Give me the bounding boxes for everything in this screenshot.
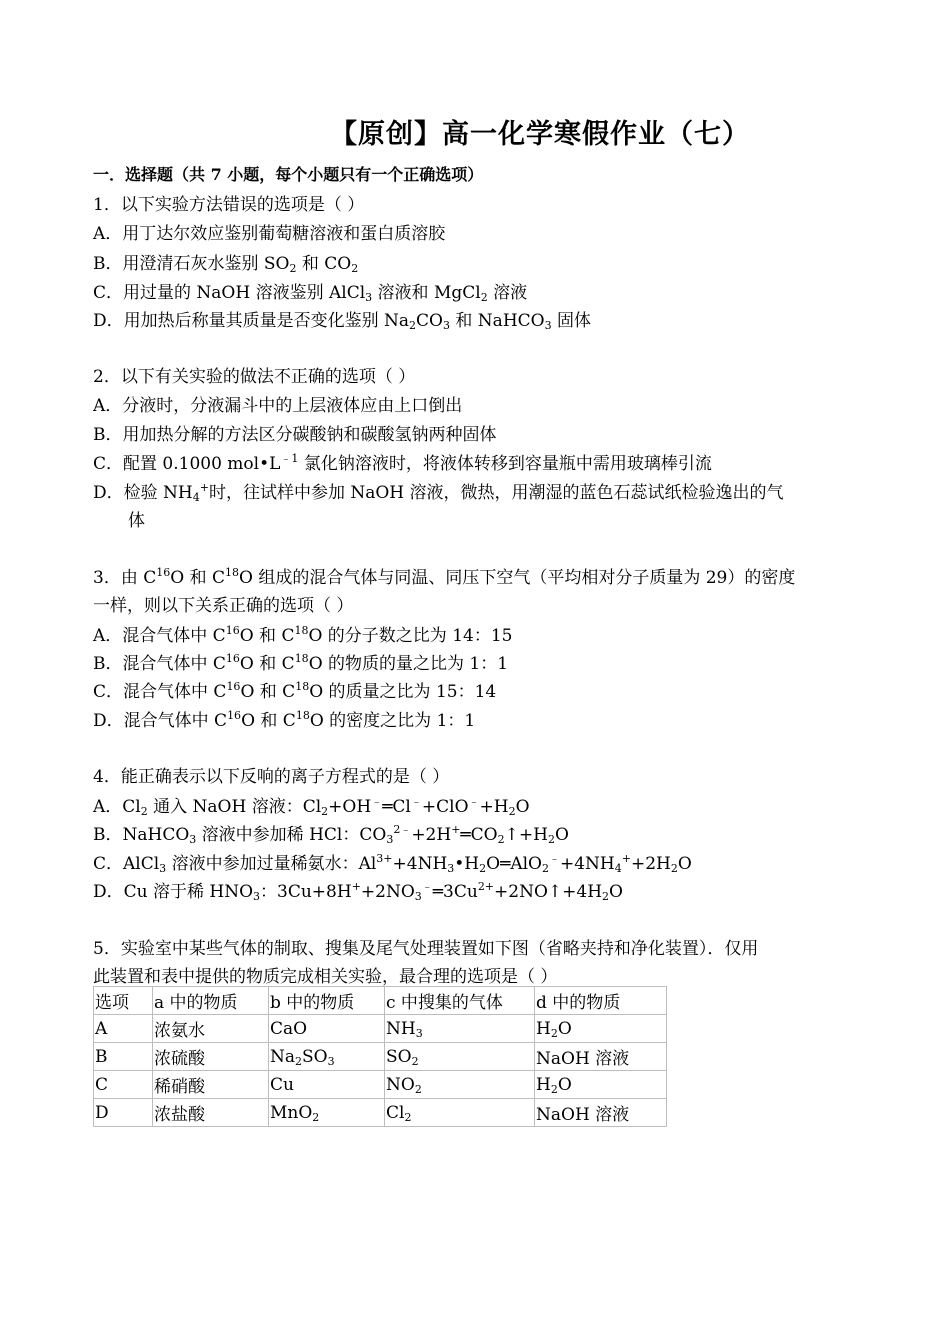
table-cell: 浓盐酸 [153,1099,269,1127]
question-3-option-c: C．混合气体中 $C^{16}O$ 和 $C^{18}O$ 的质量之比为 15：14 [93,680,497,702]
question-3-stem: 3．由 $C^{16}O$ 和 $C^{18}O$ 组成的混合气体与同温、同压下空气（平均相对分子质量为 29）的密度 [93,566,796,588]
table-header: 选项 [94,987,153,1015]
table-row [94,1099,667,1127]
question-2-option-a: A．分液时，分液漏斗中的上层液体应由上口倒出 [93,396,463,416]
question-4-option-c: C．AlCl$_3$ 溶液中参加过量稀氨水：$Al^{3+}+4NH_3•H_2O═AlO_2^﹣+4NH_4^++2H_2O$ [93,852,692,875]
question-2-option-b: B．用加热分解的方法区分碳酸钠和碳酸氢钠两种固体 [93,425,497,445]
table-cell: $H_2O$ [535,1015,667,1043]
question-1-option-d: D．用加热后称量其质量是否变化鉴别 $Na_2CO_3$ 和 NaHCO$_3$ 固体 [93,311,591,332]
question-2-option-c: C．配置 0.1000 $mol•L^{﹣1}$ 氯化钠溶液时，将液体转移到容量瓶中需用玻璃棒引流 [93,452,712,474]
question-3-option-a: A．混合气体中 $C^{16}O$ 和 $C^{18}O$ 的分子数之比为 14：15 [93,624,513,646]
table-cell: NaOH 溶液 [535,1099,667,1127]
question-3-option-b: B．混合气体中 $C^{16}O$ 和 $C^{18}O$ 的物质的量之比为 1：1 [93,652,509,674]
table-header: d 中的物质 [535,987,667,1015]
table-cell: $Na_2SO_3$ [269,1043,385,1071]
table-cell: $NO_2$ [385,1071,535,1099]
question-3-stem-cont: 一样，则以下关系正确的选项（ ） [93,596,354,616]
table-header: c 中搜集的气体 [385,987,535,1015]
options-table [93,986,667,1127]
table-cell: NaOH 溶液 [535,1043,667,1071]
table-header: a 中的物质 [153,987,269,1015]
table-row [94,1015,667,1043]
table-cell: $Cl_2$ [385,1099,535,1127]
question-5-stem: 5．实验室中某些气体的制取、搜集及尾气处理装置如下图（省略夹持和净化装置）．仅用 [93,939,759,959]
table-cell: $NH_3$ [385,1015,535,1043]
table-row [94,1071,667,1099]
question-2-stem: 2．以下有关实验的做法不正确的选项（ ） [93,367,416,387]
question-1-stem: 1．以下实验方法错误的选项是（ ） [93,195,365,215]
question-1-option-c: C．用过量的 NaOH 溶液鉴别 AlCl$_3$ 溶液和 MgCl$_2$ 溶液 [93,283,528,304]
question-3-option-d: D．混合气体中 $C^{16}O$ 和 $C^{18}O$ 的密度之比为 1：1 [93,709,476,731]
table-header: b 中的物质 [269,987,385,1015]
table-cell: 稀硝酸 [153,1071,269,1099]
table-header-row [94,987,667,1015]
question-5-stem-cont: 此装置和表中提供的物质完成相关实验，最合理的选项是（ ） [93,967,558,987]
table-cell: $SO_2$ [385,1043,535,1071]
question-2-option-d-cont: 体 [128,511,145,531]
question-4-stem: 4．能正确表示以下反响的离子方程式的是（ ） [93,767,450,787]
question-4-option-b: B．NaHCO$_3$ 溶液中参加稀 HCl：$CO_3^{2﹣}+2H^+═CO_2↑+H_2O$ [93,823,569,846]
table-cell: Cu [269,1071,385,1099]
table-cell: D [94,1099,153,1127]
question-2-option-d: D．检验 $NH_4^+$时，往试样中参加 NaOH 溶液，微热，用潮湿的蓝色石蕊试纸检验逸出的气 [93,481,784,504]
page-title: 【原创】高一化学寒假作业（七） [330,119,750,150]
table-row [94,1043,667,1071]
table-cell: MnO$_2$ [269,1099,385,1127]
table-cell: 浓硫酸 [153,1043,269,1071]
question-1-option-a: A．用丁达尔效应鉴别葡萄糖溶液和蛋白质溶胶 [93,224,446,244]
table-cell: A [94,1015,153,1043]
question-1-option-b: B．用澄清石灰水鉴别 $SO_2$ 和 $CO_2$ [93,254,359,275]
question-4-option-d: D．Cu 溶于稀 $HNO_3$：$3Cu+8H^++2NO_3^﹣═3Cu^{2+}+2NO↑+4H_2O$ [93,880,623,903]
question-4-option-a: A．$Cl_2$ 通入 NaOH 溶液：$Cl_2+OH^﹣═Cl^﹣+ClO^﹣+H_2O$ [93,795,530,818]
table-cell: C [94,1071,153,1099]
section-heading: 一．选择题（共 7 小题，每个小题只有一个正确选项） [93,165,484,184]
table-cell: 浓氨水 [153,1015,269,1043]
table-cell: CaO [269,1015,385,1043]
table-cell: $H_2O$ [535,1071,667,1099]
table-cell: B [94,1043,153,1071]
